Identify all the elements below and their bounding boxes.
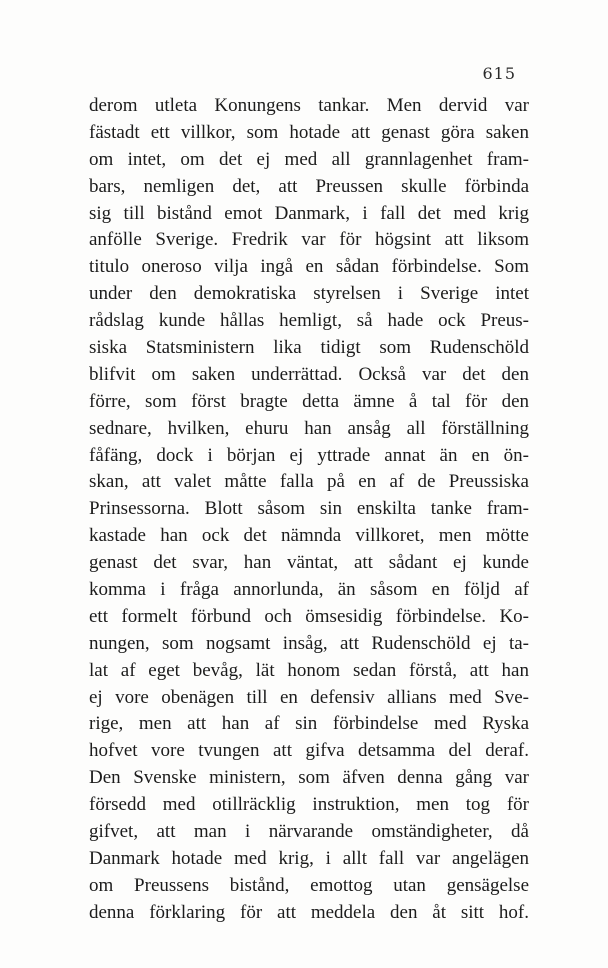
text-line: försedd med otillräcklig instruktion, men tog för [89, 794, 529, 816]
text-line: hofvet vore tvungen att gifva detsamma del deraf. [89, 740, 529, 762]
text-line: lat af eget bevåg, lät honom sedan förstå, att han [89, 659, 529, 681]
text-line: genast det svar, han väntat, att sådant ej kunde [89, 552, 529, 574]
text-line: siska Statsministern lika tidigt som Rudenschöld [89, 337, 529, 359]
body-text [89, 93, 529, 927]
text-line: Prinsessorna. Blott såsom sin enskilta tanke fram- [89, 498, 529, 520]
text-line: under den demokratiska styrelsen i Sverige intet [89, 283, 529, 305]
text-line: fåfäng, dock i början ej yttrade annat än en ön- [89, 444, 529, 466]
text-line: ett formelt förbund och ömsesidig förbindelse. Ko- [89, 605, 529, 627]
text-line: förre, som först bragte detta ämne å tal för den [89, 390, 529, 412]
text-line: rige, men att han af sin förbindelse med Ryska [89, 713, 529, 735]
text-line: fästadt ett villkor, som hotade att genast göra saken [89, 121, 529, 143]
text-line: rådslag kunde hållas hemligt, så hade ock Preus- [89, 310, 529, 332]
text-line: sednare, hvilken, ehuru han ansåg all förställning [89, 417, 529, 439]
text-line: denna förklaring för att meddela den åt sitt hof. [89, 901, 529, 923]
text-line: om intet, om det ej med all grannlagenhet fram- [89, 148, 529, 170]
text-line: blifvit om saken underrättad. Också var det den [89, 363, 529, 385]
text-line: bars, nemligen det, att Preussen skulle förbinda [89, 175, 529, 197]
text-line: skan, att valet måtte falla på en af de Preussiska [89, 471, 529, 493]
text-line: kastade han ock det nämnda villkoret, men mötte [89, 525, 529, 547]
text-line: gifvet, att man i närvarande omständigheter, då [89, 821, 529, 843]
text-line: Den Svenske ministern, som äfven denna gång var [89, 767, 529, 789]
text-line: derom utleta Konungens tankar. Men dervid var [89, 95, 529, 116]
text-line: ej vore obenägen till en defensiv allians med Sve- [89, 686, 529, 708]
text-line: anfölle Sverige. Fredrik var för högsint att liksom [89, 229, 529, 251]
text-line: komma i fråga annorlunda, än såsom en följd af [89, 579, 529, 601]
text-line: om Preussens bistånd, emottog utan gensägelse [89, 874, 529, 896]
text-line: sig till bistånd emot Danmark, i fall det med krig [89, 202, 529, 224]
page-number: 615 [482, 64, 516, 83]
text-line: nungen, som nogsamt insåg, att Rudenschöld ej ta- [89, 632, 529, 654]
text-line: Danmark hotade med krig, i allt fall var angelägen [89, 847, 529, 869]
text-line: titulo oneroso vilja ingå en sådan förbindelse. Som [89, 256, 529, 278]
